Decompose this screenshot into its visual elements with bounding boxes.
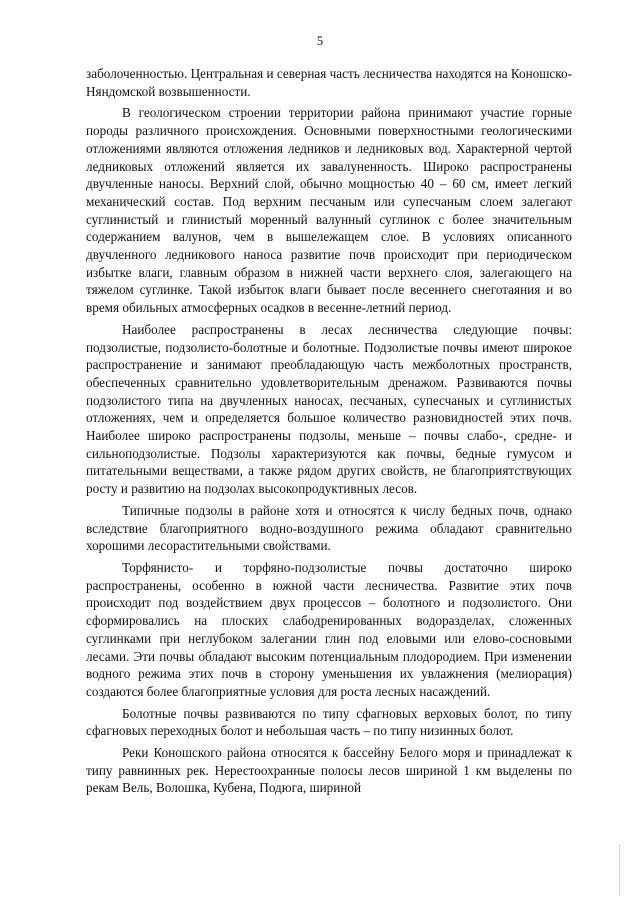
paragraph-continuation: заболоченностью. Центральная и северная часть лесничества находятся на Коношско-Няндомской возвышенности. bbox=[86, 66, 572, 99]
paragraph-peat-podzolic: Торфянисто- и торфяно-подзолистые почвы достаточно широко распространены, особенно в южной части лесничества. Развитие этих почв происходит под воздействием двух процессов – болотного и подзолистого. Они сформировались на плоских слабодренированных водоразделах, сложенных суглинками при неглубоком залегании глин под еловыми или елово-сосновыми лесами. Эти почвы обладают высоким потенциальным плодородием. При изменении водного режима этих почв в сторону уменьшения их увлажнения (мелиорация) создаются более благоприятные условия для роста лесных насаждений. bbox=[86, 559, 572, 699]
paragraph-podzols: Типичные подзолы в районе хотя и относятся к числу бедных почв, однако вследствие благоприятного водно-воздушного режима обладают сравнительно хорошими лесорастительными свойствами. bbox=[86, 502, 572, 554]
body-text bbox=[86, 65, 572, 801]
paragraph-bog-soils: Болотные почвы развиваются по типу сфагновых верховых болот, по типу сфагновых переходных болот и небольшая часть – по типу низинных болот. bbox=[86, 705, 572, 739]
paragraph-geology: В геологическом строении территории района принимают участие горные породы различного происхождения. Основными поверхностными геологическими отложениями являются отложения ледников и ледниковых вод. Характерной чертой ледниковых отложений является их завалуненность. Широко распространены двучленные наносы. Верхний слой, обычно мощностью 40 – 60 см, имеет легкий механический состав. Под верхним песчаным или супесчаным слоем залегают суглинистый и глинистый моренный валунный суглинок с более значительным содержанием валунов, чем в вышележащем слое. В условиях описанного двучленного ледникового наноса развитие почв происходит при периодическом избытке влаги, главным образом в нижней части верхнего слоя, залегающего на тяжелом суглинке. Такой избыток влаги бывает после весеннего снеготаяния и во время обильных атмосферных осадков в весенне-летний период. bbox=[86, 105, 572, 316]
page-number: 5 bbox=[316, 34, 324, 48]
paragraph-rivers: Реки Коношского района относятся к бассейну Белого моря и принадлежат к типу равнинных рек. Нерестоохранные полосы лесов шириной 1 км выделены по рекам Вель, Волошка, Кубена, Подюга, шириной bbox=[86, 745, 572, 796]
scan-margin-mark bbox=[619, 845, 622, 895]
paragraph-soils: Наиболее распространены в лесах лесничества следующие почвы: подзолистые, подзолисто-болотные и болотные. Подзолистые почвы имеют широкое распространение и занимают преобладающую часть межболотных пространств, обеспеченных сравнительно удовлетворительным дренажом. Развиваются почвы подзолистого типа на двучленных наносах, песчаных, супесчаных и суглинистых отложениях, чем и определяется большое количество разновидностей этих почв. Наиболее широко распространены подзолы, меньше – почвы слабо-, средне- и сильноподзолистые. Подзолы характеризуются как почвы, бедные гумусом и питательными веществами, а также рядом других свойств, не благоприятствующих росту и развитию на подзолах высокопродуктивных лесов. bbox=[86, 321, 572, 497]
